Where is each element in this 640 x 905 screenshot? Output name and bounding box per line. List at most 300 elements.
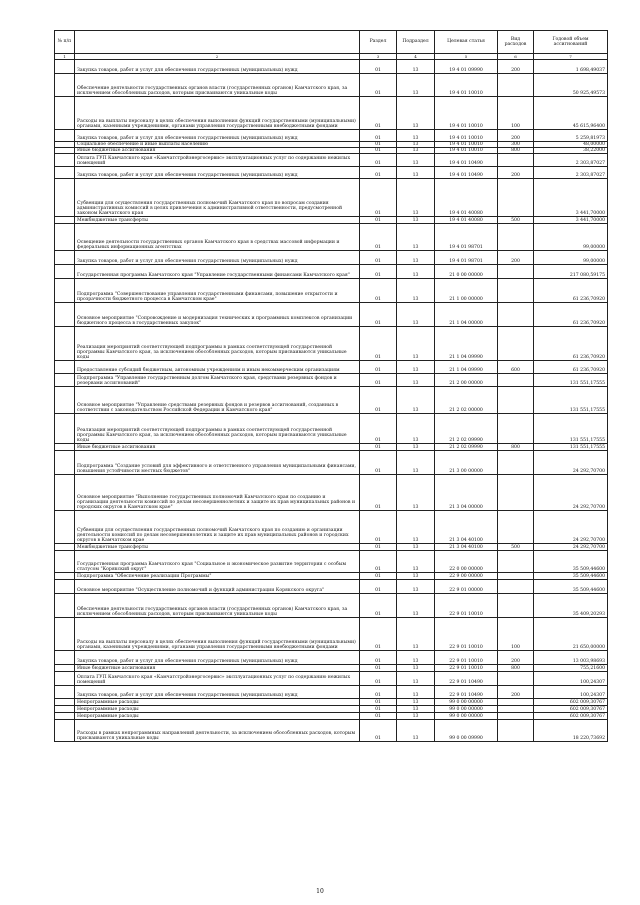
cell-name: Непрограммные расходы: [75, 713, 360, 720]
cell-name: Подпрограмма "Обеспечение реализации Программы": [75, 573, 360, 580]
cell-amount: 602 009,30767: [534, 699, 608, 706]
table-row: [55, 251, 608, 265]
cell-target: 19 4 01 40080: [435, 217, 498, 224]
cell-target: 21 1 04 00000: [435, 303, 498, 327]
table-row: [55, 451, 608, 475]
cell-amount: 24 292,70700: [534, 511, 608, 544]
cell-subsection: 13: [397, 374, 435, 387]
cell-name: Иные бюджетные ассигнования: [75, 444, 360, 451]
cell-target: 21 1 00 00000: [435, 279, 498, 303]
cell-target: 19 4 01 40080: [435, 179, 498, 217]
cell-name: Освещение деятельности государственных органов Камчатского края в средствах массовой информации и федеральных информационных агентствах: [75, 224, 360, 251]
cell-section: 01: [360, 580, 397, 594]
cell-amount: 602 009,30767: [534, 706, 608, 713]
cell-target: 19 4 01 10010: [435, 74, 498, 97]
cell-target: 22 9 01 10010: [435, 594, 498, 618]
cell-target: 99 0 00 00000: [435, 699, 498, 706]
cell-target: 21 3 00 00000: [435, 451, 498, 475]
cell-exptype: 200: [498, 251, 534, 265]
table-row: [55, 511, 608, 544]
cell-exptype: 100: [498, 618, 534, 651]
cell-target: 99 0 00 09990: [435, 720, 498, 742]
cell-amount: 45 615,96400: [534, 97, 608, 130]
cell-subsection: 13: [397, 651, 435, 665]
cell-target: 99 0 00 00000: [435, 706, 498, 713]
cell-target: 19 4 01 10010: [435, 142, 498, 148]
cell-subsection: 13: [397, 130, 435, 142]
cell-amount: 2 303,87027: [534, 167, 608, 179]
cell-num: [55, 580, 75, 594]
cell-target: 21 2 02 00000: [435, 387, 498, 414]
cell-target: 21 2 02 09990: [435, 444, 498, 451]
cell-exptype: 200: [498, 167, 534, 179]
cell-num: [55, 179, 75, 217]
cell-target: 22 9 01 10490: [435, 686, 498, 699]
cell-amount: 131 551,17555: [534, 444, 608, 451]
cell-num: [55, 594, 75, 618]
cell-num: [55, 713, 75, 720]
cell-amount: 131 551,17555: [534, 414, 608, 444]
cell-name: Субвенции для осуществления государственных полномочий Камчатского края по вопросам создания административных комиссий в целях привлечения к административной ответственности, предусмотренной законом Камчатского края: [75, 179, 360, 217]
cell-exptype: [498, 699, 534, 706]
cell-amount: 24 292,70700: [534, 475, 608, 511]
cell-section: 01: [360, 573, 397, 580]
cell-section: 01: [360, 154, 397, 167]
cell-name: Закупка товаров, работ и услуг для обеспечения государственных (муниципальных) нужд: [75, 251, 360, 265]
cell-amount: 100,24307: [534, 686, 608, 699]
cell-exptype: 200: [498, 686, 534, 699]
cell-amount: 5 259,81973: [534, 130, 608, 142]
table-row: [55, 665, 608, 672]
table-row: [55, 551, 608, 573]
cell-name: Расходы в рамках непрограммных направлений деятельности, за исключением обособленных расходов, которым присваиваются уникальные коды: [75, 720, 360, 742]
cell-section: 01: [360, 511, 397, 544]
cell-target: 22 9 01 10010: [435, 665, 498, 672]
cell-num: [55, 224, 75, 251]
cell-name: Закупка товаров, работ и услуг для обеспечения государственных (муниципальных) нужд: [75, 130, 360, 142]
cell-name: Основное мероприятие "Управление средствами резервных фондов и резервов ассигнований, созданных в соответствии с законодательством Российской Федерации и Камчатского края": [75, 387, 360, 414]
table-row: [55, 361, 608, 374]
cell-name: Непрограммные расходы: [75, 706, 360, 713]
cell-subsection: 13: [397, 720, 435, 742]
cell-subsection: 13: [397, 217, 435, 224]
table-row: [55, 414, 608, 444]
cell-name: Государственная программа Камчатского края "Управление государственными финансами Камчатского края": [75, 265, 360, 279]
cell-exptype: [498, 720, 534, 742]
cell-subsection: 13: [397, 699, 435, 706]
cell-subsection: 13: [397, 706, 435, 713]
cell-target: 21 2 00 00000: [435, 374, 498, 387]
cell-num: [55, 686, 75, 699]
cell-section: 01: [360, 544, 397, 551]
cell-amount: 3 441,70000: [534, 217, 608, 224]
cell-num: [55, 303, 75, 327]
cell-target: 22 9 01 00000: [435, 580, 498, 594]
cell-section: 01: [360, 475, 397, 511]
cell-section: 01: [360, 303, 397, 327]
cell-name: Расходы на выплаты персоналу в целях обеспечения выполнения функций государственными (муниципальными) органами, казенными учреждениями, органами управления государственными внебюджетными фондами: [75, 97, 360, 130]
cell-num: [55, 665, 75, 672]
cell-amount: 99,00000: [534, 251, 608, 265]
cell-subsection: 13: [397, 672, 435, 686]
cell-exptype: 600: [498, 361, 534, 374]
cell-section: 01: [360, 142, 397, 148]
cell-amount: 13 003,98693: [534, 651, 608, 665]
cell-section: 01: [360, 130, 397, 142]
cell-exptype: 300: [498, 142, 534, 148]
cell-section: 01: [360, 279, 397, 303]
cell-name: Социальное обеспечение и иные выплаты населению: [75, 142, 360, 148]
cell-num: [55, 217, 75, 224]
cell-subsection: 13: [397, 451, 435, 475]
cell-section: 01: [360, 665, 397, 672]
cell-num: [55, 265, 75, 279]
cell-target: 19 4 01 98701: [435, 224, 498, 251]
table-row: [55, 594, 608, 618]
cell-target: 19 4 01 10490: [435, 154, 498, 167]
cell-name: Реализация мероприятий соответствующей подпрограммы в рамках соответствующей государственной программы Камчатского края, за исключением обособленных расходов, которым присваиваются уникальные коды: [75, 327, 360, 361]
colnum: 2: [75, 54, 360, 60]
cell-section: 01: [360, 699, 397, 706]
cell-num: [55, 618, 75, 651]
cell-amount: 18 220,73692: [534, 720, 608, 742]
cell-exptype: 800: [498, 148, 534, 154]
cell-name: Основное мероприятие "Выполнение государственных полномочий Камчатского края по созданию и организации деятельности комиссий по делам несовершеннолетних и защите их прав муниципальных районов и городских округов в Камчатском крае": [75, 475, 360, 511]
cell-exptype: [498, 573, 534, 580]
cell-target: 19 4 01 10010: [435, 148, 498, 154]
cell-subsection: 13: [397, 142, 435, 148]
cell-subsection: 13: [397, 511, 435, 544]
cell-num: [55, 475, 75, 511]
cell-section: 01: [360, 672, 397, 686]
cell-subsection: 13: [397, 686, 435, 699]
table-row: [55, 224, 608, 251]
cell-amount: 755,21600: [534, 665, 608, 672]
cell-amount: 61 236,70920: [534, 361, 608, 374]
cell-amount: 61 236,70920: [534, 327, 608, 361]
cell-subsection: 13: [397, 594, 435, 618]
header-num: № п/п: [55, 31, 75, 54]
cell-exptype: [498, 303, 534, 327]
cell-target: 19 4 01 10490: [435, 167, 498, 179]
table-row: [55, 265, 608, 279]
cell-name: Подпрограмма "Управление государственным долгом Камчатского края, средствами резервных фондов и резервами ассигнований": [75, 374, 360, 387]
cell-num: [55, 327, 75, 361]
cell-amount: 3 441,70000: [534, 179, 608, 217]
cell-num: [55, 167, 75, 179]
cell-exptype: [498, 279, 534, 303]
cell-amount: 1 698,49037: [534, 60, 608, 74]
table-row: [55, 475, 608, 511]
cell-exptype: [498, 154, 534, 167]
cell-exptype: [498, 511, 534, 544]
cell-section: 01: [360, 618, 397, 651]
cell-exptype: 200: [498, 130, 534, 142]
table-row: [55, 686, 608, 699]
table-row: [55, 154, 608, 167]
cell-num: [55, 130, 75, 142]
colnum: 4: [397, 54, 435, 60]
cell-name: Обеспечение деятельности государственных органов власти (государственных органов) Камчатского края, за исключением обособленных расходов, которым присваиваются уникальные коды: [75, 594, 360, 618]
cell-name: Непрограммные расходы: [75, 699, 360, 706]
header-exptype: Вид расходов: [498, 31, 534, 54]
table-row: [55, 279, 608, 303]
cell-num: [55, 706, 75, 713]
cell-num: [55, 251, 75, 265]
cell-section: 01: [360, 251, 397, 265]
cell-amount: 24 292,70700: [534, 451, 608, 475]
cell-name: Закупка товаров, работ и услуг для обеспечения государственных (муниципальных) нужд: [75, 651, 360, 665]
cell-num: [55, 444, 75, 451]
cell-name: Закупка товаров, работ и услуг для обеспечения государственных (муниципальных) нужд: [75, 167, 360, 179]
table-row: [55, 544, 608, 551]
cell-target: 19 4 01 98701: [435, 251, 498, 265]
cell-num: [55, 451, 75, 475]
cell-amount: 100,24307: [534, 672, 608, 686]
cell-section: 01: [360, 327, 397, 361]
table-row: [55, 713, 608, 720]
cell-section: 01: [360, 713, 397, 720]
header-target: Целевая статья: [435, 31, 498, 54]
cell-section: 01: [360, 60, 397, 74]
cell-section: 01: [360, 179, 397, 217]
table-row: [55, 60, 608, 74]
colnum: 3: [360, 54, 397, 60]
cell-subsection: 13: [397, 327, 435, 361]
cell-name: Субвенции для осуществления государственных полномочий Камчатского края по созданию и организации деятельности комиссий по делам несовершеннолетних и защите их прав муниципальных районов и городских округов в Камчатском крае: [75, 511, 360, 544]
cell-subsection: 13: [397, 265, 435, 279]
cell-exptype: [498, 179, 534, 217]
cell-subsection: 13: [397, 179, 435, 217]
cell-num: [55, 74, 75, 97]
cell-exptype: [498, 374, 534, 387]
cell-amount: 217 080,59175: [534, 265, 608, 279]
cell-exptype: [498, 672, 534, 686]
cell-target: 21 0 00 00000: [435, 265, 498, 279]
cell-num: [55, 699, 75, 706]
cell-target: 22 0 00 00000: [435, 551, 498, 573]
cell-section: 01: [360, 387, 397, 414]
cell-name: Подпрограмма "Создание условий для эффективного и ответственного управления муниципальными финансами, повышения устойчивости местных бюджетов": [75, 451, 360, 475]
cell-target: 19 4 01 09990: [435, 60, 498, 74]
table-row: [55, 374, 608, 387]
cell-exptype: 500: [498, 217, 534, 224]
cell-section: 01: [360, 74, 397, 97]
colnum: 7: [534, 54, 608, 60]
cell-target: 21 3 04 40100: [435, 544, 498, 551]
cell-section: 01: [360, 551, 397, 573]
table-row: [55, 167, 608, 179]
cell-target: 19 4 01 10010: [435, 130, 498, 142]
cell-section: 01: [360, 706, 397, 713]
table-row: [55, 327, 608, 361]
table-row: [55, 651, 608, 665]
cell-section: 01: [360, 167, 397, 179]
cell-section: 01: [360, 686, 397, 699]
cell-name: Оплата ГУП Камчатского края «Камчатстройэнергосервис» эксплуатационных услуг по содержанию нежилых помещений: [75, 672, 360, 686]
cell-subsection: 13: [397, 665, 435, 672]
table-row: [55, 618, 608, 651]
cell-num: [55, 573, 75, 580]
cell-amount: 38,22000: [534, 148, 608, 154]
cell-name: Государственная программа Камчатского края "Социальное и экономическое развитие территории с особым статусом "Корякский округ": [75, 551, 360, 573]
cell-exptype: [498, 475, 534, 511]
cell-section: 01: [360, 720, 397, 742]
cell-amount: 61 236,70920: [534, 303, 608, 327]
cell-target: 21 1 04 09990: [435, 361, 498, 374]
cell-num: [55, 279, 75, 303]
cell-num: [55, 720, 75, 742]
colnum: 5: [435, 54, 498, 60]
cell-subsection: 13: [397, 551, 435, 573]
cell-amount: 50 925,49573: [534, 74, 608, 97]
cell-target: 19 4 01 10010: [435, 97, 498, 130]
header-name: [75, 31, 360, 54]
cell-amount: 24 292,70700: [534, 544, 608, 551]
cell-subsection: 13: [397, 475, 435, 511]
cell-section: 01: [360, 374, 397, 387]
cell-subsection: 13: [397, 387, 435, 414]
cell-exptype: 200: [498, 60, 534, 74]
header-subsection: Подраздел: [397, 31, 435, 54]
cell-section: 01: [360, 265, 397, 279]
table-body: [55, 60, 608, 742]
cell-amount: 48,00000: [534, 142, 608, 148]
cell-amount: 35 509,44600: [534, 573, 608, 580]
budget-table: [54, 30, 608, 742]
cell-subsection: 13: [397, 167, 435, 179]
table-row: [55, 580, 608, 594]
cell-target: 21 3 04 40100: [435, 511, 498, 544]
cell-num: [55, 672, 75, 686]
cell-name: Закупка товаров, работ и услуг для обеспечения государственных (муниципальных) нужд: [75, 686, 360, 699]
header-section: Раздел: [360, 31, 397, 54]
cell-name: Иные бюджетные ассигнования: [75, 148, 360, 154]
cell-target: 99 0 00 00000: [435, 713, 498, 720]
cell-target: 21 2 02 09990: [435, 414, 498, 444]
cell-name: Предоставление субсидий бюджетным, автономным учреждениям и иным некоммерческим организациям: [75, 361, 360, 374]
cell-subsection: 13: [397, 713, 435, 720]
cell-section: 01: [360, 651, 397, 665]
cell-target: 22 9 01 10010: [435, 618, 498, 651]
cell-num: [55, 414, 75, 444]
cell-exptype: 800: [498, 665, 534, 672]
cell-amount: 21 650,00000: [534, 618, 608, 651]
table-row: [55, 573, 608, 580]
cell-section: 01: [360, 148, 397, 154]
cell-subsection: 13: [397, 580, 435, 594]
cell-amount: 602 009,30767: [534, 713, 608, 720]
table-row: [55, 130, 608, 142]
cell-exptype: [498, 224, 534, 251]
cell-num: [55, 387, 75, 414]
cell-exptype: 800: [498, 444, 534, 451]
cell-exptype: [498, 451, 534, 475]
cell-subsection: 13: [397, 573, 435, 580]
cell-name: Межбюджетные трансферты: [75, 217, 360, 224]
table-row: [55, 387, 608, 414]
table-row: [55, 217, 608, 224]
cell-target: 21 1 04 09990: [435, 327, 498, 361]
cell-subsection: 13: [397, 414, 435, 444]
cell-exptype: [498, 594, 534, 618]
cell-subsection: 13: [397, 60, 435, 74]
cell-section: 01: [360, 217, 397, 224]
cell-subsection: 13: [397, 444, 435, 451]
cell-section: 01: [360, 97, 397, 130]
cell-subsection: 13: [397, 251, 435, 265]
cell-section: 01: [360, 444, 397, 451]
cell-subsection: 13: [397, 279, 435, 303]
table-row: [55, 672, 608, 686]
cell-name: Реализация мероприятий соответствующей подпрограммы в рамках соответствующей государственной программы Камчатского края, за исключением обособленных расходов, которым присваиваются уникальные коды: [75, 414, 360, 444]
cell-exptype: [498, 551, 534, 573]
table-row: [55, 179, 608, 217]
cell-exptype: [498, 580, 534, 594]
table-header-row: [55, 31, 608, 54]
cell-num: [55, 511, 75, 544]
cell-num: [55, 651, 75, 665]
table-row: [55, 699, 608, 706]
cell-subsection: 13: [397, 544, 435, 551]
page-number: 10: [316, 888, 324, 895]
cell-section: 01: [360, 414, 397, 444]
cell-name: Закупка товаров, работ и услуг для обеспечения государственных (муниципальных) нужд: [75, 60, 360, 74]
cell-num: [55, 361, 75, 374]
cell-name: Обеспечение деятельности государственных органов власти (государственных органов) Камчатского края, за исключением обособленных расходов, которым присваиваются уникальные коды: [75, 74, 360, 97]
cell-exptype: [498, 327, 534, 361]
cell-amount: 131 551,17555: [534, 374, 608, 387]
cell-amount: 35 509,44600: [534, 551, 608, 573]
cell-amount: 35 409,20293: [534, 594, 608, 618]
table-row: [55, 303, 608, 327]
cell-name: Подпрограмма "Совершенствование управления государственными финансами, повышение открытости и прозрачности бюджетного процесса в Камчатском крае": [75, 279, 360, 303]
cell-exptype: [498, 74, 534, 97]
cell-name: Основное мероприятие "Сопровождение и модернизация технических и программных комплексов организации бюджетного процесса в государственных закупок": [75, 303, 360, 327]
cell-amount: 35 509,44600: [534, 580, 608, 594]
cell-subsection: 13: [397, 618, 435, 651]
table-row: [55, 706, 608, 713]
cell-exptype: 100: [498, 97, 534, 130]
cell-name: Расходы на выплаты персоналу в целях обеспечения выполнения функций государственными (муниципальными) органами, казенными учреждениями, органами управления государственными внебюджетными фондами: [75, 618, 360, 651]
header-amount: Годовой объем ассигнований: [534, 31, 608, 54]
cell-exptype: 500: [498, 544, 534, 551]
cell-subsection: 13: [397, 361, 435, 374]
cell-exptype: [498, 706, 534, 713]
cell-exptype: [498, 387, 534, 414]
cell-exptype: [498, 265, 534, 279]
cell-section: 01: [360, 451, 397, 475]
cell-section: 01: [360, 361, 397, 374]
cell-subsection: 13: [397, 74, 435, 97]
colnum: 6: [498, 54, 534, 60]
cell-num: [55, 154, 75, 167]
cell-name: Основное мероприятие "Осуществление полномочий и функций администрации Корякского округа": [75, 580, 360, 594]
colnum: 1: [55, 54, 75, 60]
cell-amount: 131 551,17555: [534, 387, 608, 414]
cell-section: 01: [360, 594, 397, 618]
cell-name: Оплата ГУП Камчатского края «Камчатстройэнергосервис» эксплуатационных услуг по содержанию нежилых помещений: [75, 154, 360, 167]
table-row: [55, 444, 608, 451]
cell-subsection: 13: [397, 154, 435, 167]
cell-exptype: [498, 414, 534, 444]
cell-exptype: 200: [498, 651, 534, 665]
cell-num: [55, 551, 75, 573]
cell-amount: 99,00000: [534, 224, 608, 251]
cell-name: Иные бюджетные ассигнования: [75, 665, 360, 672]
cell-num: [55, 544, 75, 551]
cell-subsection: 13: [397, 148, 435, 154]
